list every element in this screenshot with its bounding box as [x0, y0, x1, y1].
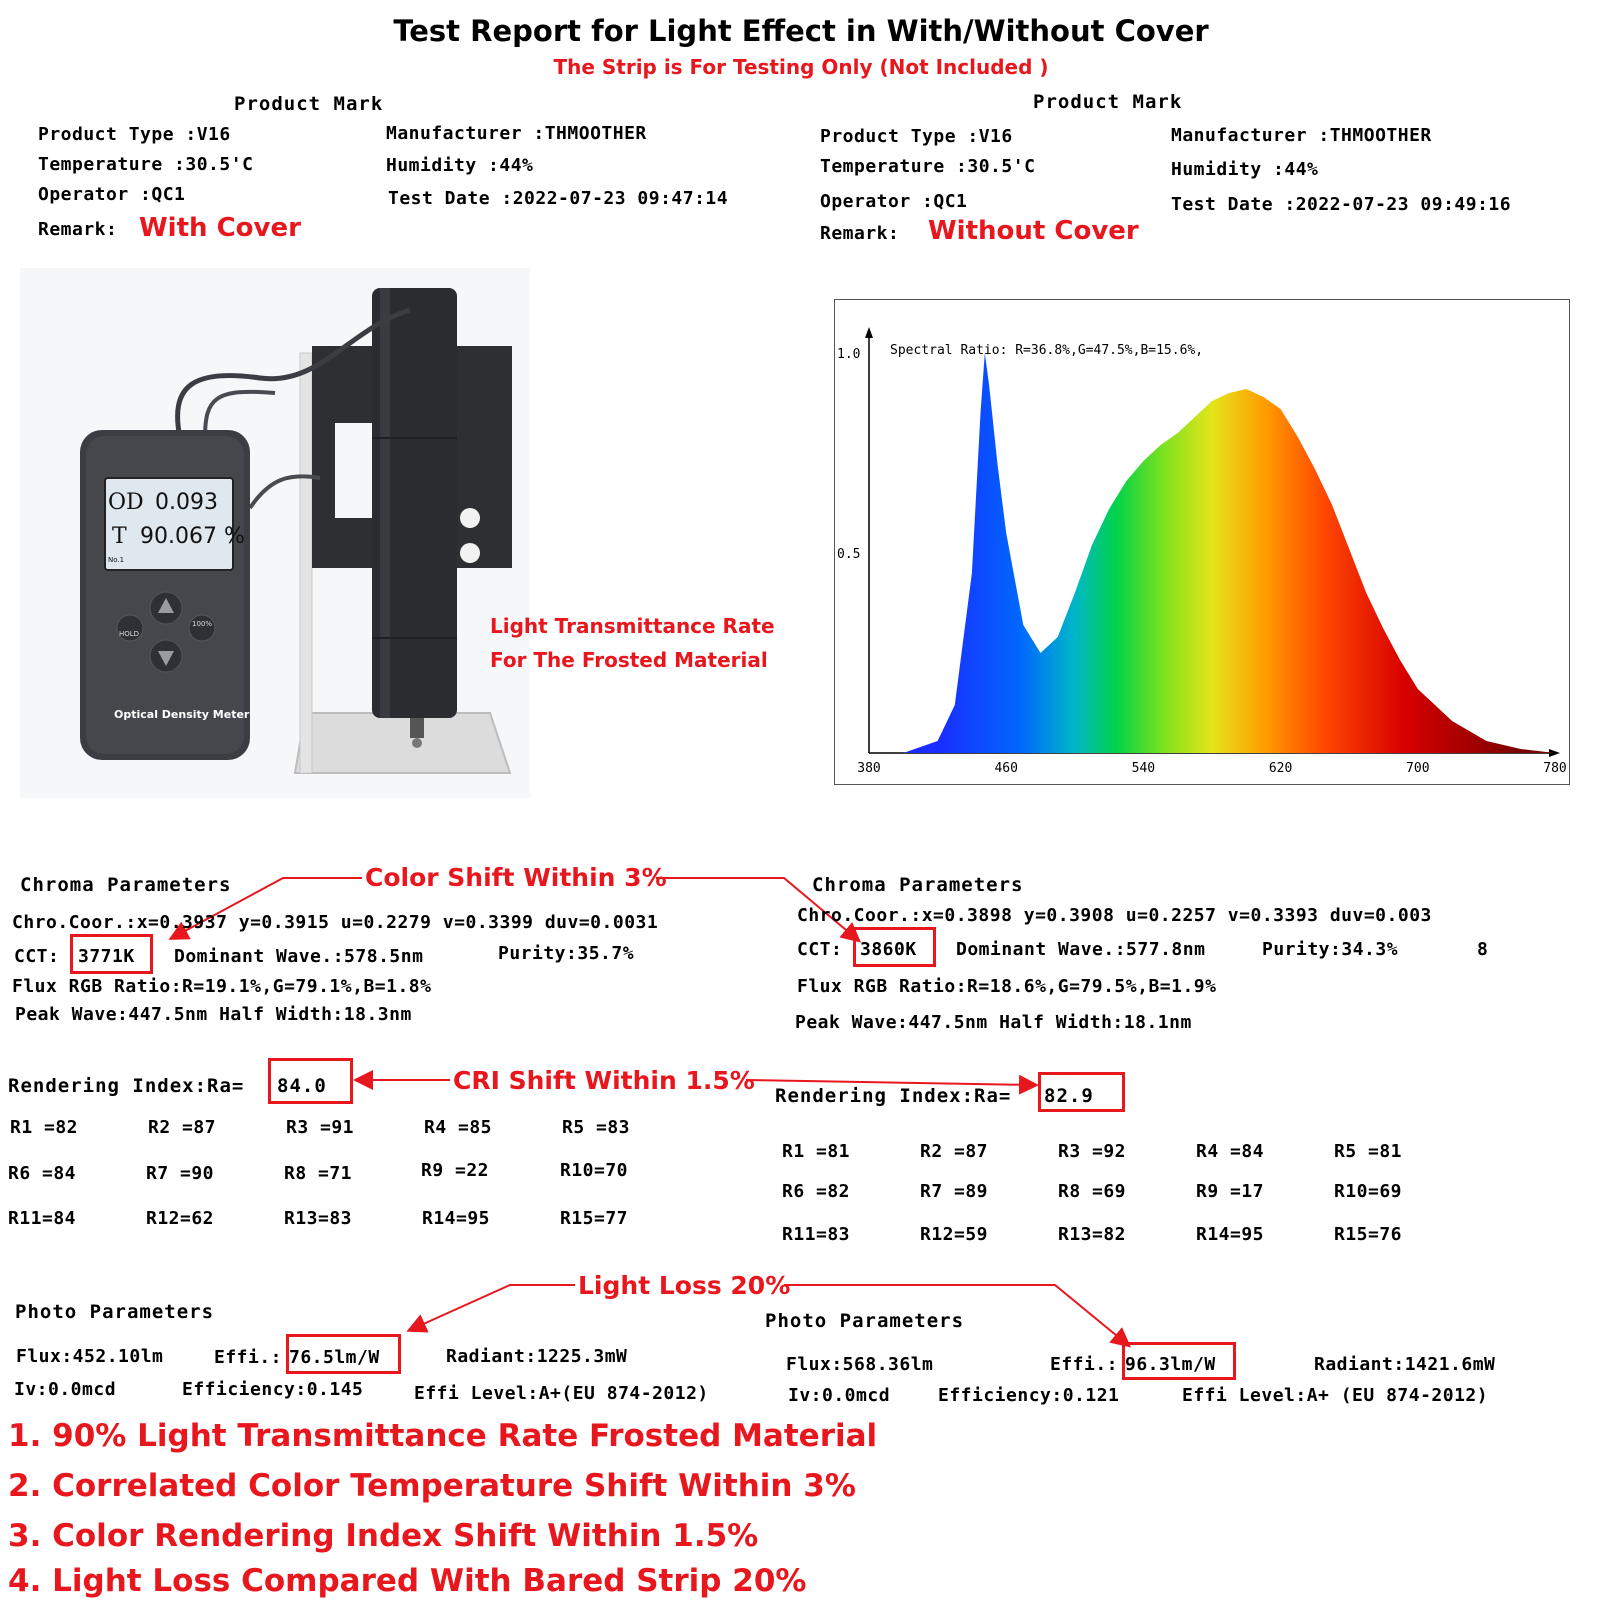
right-iv: Iv:0.0mcd: [788, 1385, 891, 1406]
right-chroma-coords: Chro.Coor.:x=0.3898 y=0.3908 u=0.2257 v=0.3393 duv=0.003: [797, 905, 1432, 926]
left-product-mark-heading: Product Mark: [234, 93, 384, 115]
right-chroma-heading: Chroma Parameters: [812, 874, 1024, 896]
right-chroma-extra: 8: [1477, 939, 1489, 960]
right-r-item: R2 =87: [920, 1141, 989, 1162]
right-r-item: R14=95: [1196, 1224, 1265, 1245]
left-chroma-coords: Chro.Coor.:x=0.3937 y=0.3915 u=0.2279 v=0.3399 duv=0.0031: [12, 912, 659, 933]
right-operator: Operator :QC1: [820, 191, 968, 212]
left-r-item: R4 =85: [424, 1117, 493, 1138]
right-r-item: R5 =81: [1334, 1141, 1403, 1162]
y-tick-label: 0.5: [837, 547, 861, 562]
right-r-item: R1 =81: [782, 1141, 851, 1162]
right-flux-rgb: Flux RGB Ratio:R=18.6%,G=79.5%,B=1.9%: [797, 976, 1217, 997]
right-humidity: Humidity :44%: [1171, 159, 1319, 180]
left-r-item: R2 =87: [148, 1117, 217, 1138]
right-r-item: R15=76: [1334, 1224, 1403, 1245]
right-ra-label: Rendering Index:Ra=: [775, 1085, 1012, 1107]
lcd-od-label: OD: [108, 490, 144, 515]
left-purity: Purity:35.7%: [498, 943, 635, 964]
x-tick-label: 780: [1543, 761, 1567, 776]
left-flux: Flux:452.10lm: [16, 1346, 164, 1367]
left-peak-wave: Peak Wave:447.5nm Half Width:18.3nm: [15, 1004, 412, 1025]
summary-item: 4. Light Loss Compared With Bared Strip 20%: [8, 1563, 807, 1599]
left-radiant: Radiant:1225.3mW: [446, 1346, 628, 1367]
right-r-item: R9 =17: [1196, 1181, 1265, 1202]
right-r-item: R7 =89: [920, 1181, 989, 1202]
left-chroma-heading: Chroma Parameters: [20, 874, 232, 896]
left-r-item: R8 =71: [284, 1163, 353, 1184]
right-remark-value: Without Cover: [928, 216, 1139, 246]
right-dominant-wave: Dominant Wave.:577.8nm: [956, 939, 1206, 960]
left-r-item: R3 =91: [286, 1117, 355, 1138]
left-r-item: R1 =82: [10, 1117, 79, 1138]
lcd-od-value: 0.093: [155, 490, 218, 515]
summary-item: 3. Color Rendering Index Shift Within 1.5%: [8, 1518, 759, 1554]
right-r-item: R10=69: [1334, 1181, 1403, 1202]
right-cct-value: 3860K: [860, 939, 917, 960]
left-dominant-wave: Dominant Wave.:578.5nm: [174, 946, 424, 967]
right-effi-label: Effi.:: [1050, 1354, 1119, 1375]
color-shift-callout: Color Shift Within 3%: [365, 863, 667, 892]
right-r-item: R4 =84: [1196, 1141, 1265, 1162]
meter-device-name: Optical Density Meter: [114, 708, 250, 721]
right-efficiency: Efficiency:0.121: [938, 1385, 1120, 1406]
spectral-ratio-label: Spectral Ratio: R=36.8%,G=47.5%,B=15.6%,: [890, 343, 1204, 358]
left-cct-value: 3771K: [78, 946, 135, 967]
left-manufacturer: Manufacturer :THMOOTHER: [386, 123, 647, 144]
left-r-item: R11=84: [8, 1208, 77, 1229]
left-iv: Iv:0.0mcd: [14, 1379, 117, 1400]
x-tick-label: 460: [994, 761, 1018, 776]
x-tick-label: 700: [1406, 761, 1430, 776]
x-tick-label: 540: [1131, 761, 1156, 776]
right-r-item: R12=59: [920, 1224, 989, 1245]
right-test-date: Test Date :2022-07-23 09:49:16: [1171, 194, 1512, 215]
lcd-t-value: 90.067 %: [140, 524, 245, 549]
left-product-type: Product Type :V16: [38, 124, 231, 145]
report-subtitle: The Strip is For Testing Only (Not Included ): [553, 55, 1049, 79]
right-temperature: Temperature :30.5'C: [820, 156, 1036, 177]
light-loss-arrow-left: [410, 1285, 575, 1330]
x-tick-label: 620: [1268, 761, 1293, 776]
left-r-item: R13=83: [284, 1208, 353, 1229]
light-loss-callout: Light Loss 20%: [578, 1271, 791, 1300]
left-r-item: R10=70: [560, 1160, 629, 1181]
hold-button-label: HOLD: [119, 630, 140, 638]
lcd-number: No.1: [108, 556, 125, 564]
left-r-item: R14=95: [422, 1208, 491, 1229]
right-r-item: R11=83: [782, 1224, 851, 1245]
meter-caption-line2: For The Frosted Material: [490, 648, 768, 672]
left-ra-label: Rendering Index:Ra=: [8, 1075, 245, 1097]
left-cct-label: CCT:: [14, 946, 60, 967]
left-remark-label: Remark:: [38, 219, 118, 240]
left-photo-heading: Photo Parameters: [15, 1301, 215, 1323]
left-ra-value: 84.0: [277, 1075, 327, 1097]
left-effi-value: 76.5lm/W: [289, 1347, 380, 1368]
left-r-item: R9 =22: [421, 1160, 490, 1181]
right-r-item: R6 =82: [782, 1181, 851, 1202]
left-remark-value: With Cover: [139, 213, 301, 243]
left-r-item: R12=62: [146, 1208, 215, 1229]
cri-shift-callout: CRI Shift Within 1.5%: [453, 1066, 755, 1095]
left-r-item: R6 =84: [8, 1163, 77, 1184]
right-manufacturer: Manufacturer :THMOOTHER: [1171, 125, 1432, 146]
left-temperature: Temperature :30.5'C: [38, 154, 254, 175]
summary-item: 1. 90% Light Transmittance Rate Frosted Material: [8, 1418, 878, 1454]
left-r-item: R15=77: [560, 1208, 629, 1229]
left-effi-level: Effi Level:A+(EU 874-2012): [414, 1383, 709, 1404]
hundred-button-label: 100%: [192, 620, 213, 628]
left-flux-rgb: Flux RGB Ratio:R=19.1%,G=79.1%,B=1.8%: [12, 976, 432, 997]
left-efficiency: Efficiency:0.145: [182, 1379, 364, 1400]
right-remark-label: Remark:: [820, 223, 900, 244]
left-operator: Operator :QC1: [38, 184, 186, 205]
right-cct-label: CCT:: [797, 939, 843, 960]
left-test-date: Test Date :2022-07-23 09:47:14: [388, 188, 729, 209]
right-effi-level: Effi Level:A+ (EU 874-2012): [1182, 1385, 1489, 1406]
right-peak-wave: Peak Wave:447.5nm Half Width:18.1nm: [795, 1012, 1192, 1033]
y-tick-label: 1.0: [837, 347, 861, 362]
summary-item: 2. Correlated Color Temperature Shift Within 3%: [8, 1468, 856, 1504]
right-radiant: Radiant:1421.6mW: [1314, 1354, 1496, 1375]
right-photo-heading: Photo Parameters: [765, 1310, 965, 1332]
right-r-item: R3 =92: [1058, 1141, 1127, 1162]
left-humidity: Humidity :44%: [386, 155, 534, 176]
right-flux: Flux:568.36lm: [786, 1354, 934, 1375]
left-r-item: R5 =83: [562, 1117, 631, 1138]
right-product-mark-heading: Product Mark: [1033, 91, 1183, 113]
left-r-item: R7 =90: [146, 1163, 215, 1184]
x-tick-label: 380: [857, 761, 881, 776]
right-ra-value: 82.9: [1044, 1085, 1094, 1107]
report-title: Test Report for Light Effect in With/Without Cover: [393, 14, 1209, 48]
meter-caption-line1: Light Transmittance Rate: [490, 614, 775, 638]
right-product-type: Product Type :V16: [820, 126, 1013, 147]
right-effi-value: 96.3lm/W: [1125, 1354, 1216, 1375]
right-r-item: R13=82: [1058, 1224, 1127, 1245]
lcd-t-label: T: [112, 524, 127, 549]
right-r-item: R8 =69: [1058, 1181, 1127, 1202]
left-effi-label: Effi.:: [214, 1347, 283, 1368]
right-purity: Purity:34.3%: [1262, 939, 1399, 960]
